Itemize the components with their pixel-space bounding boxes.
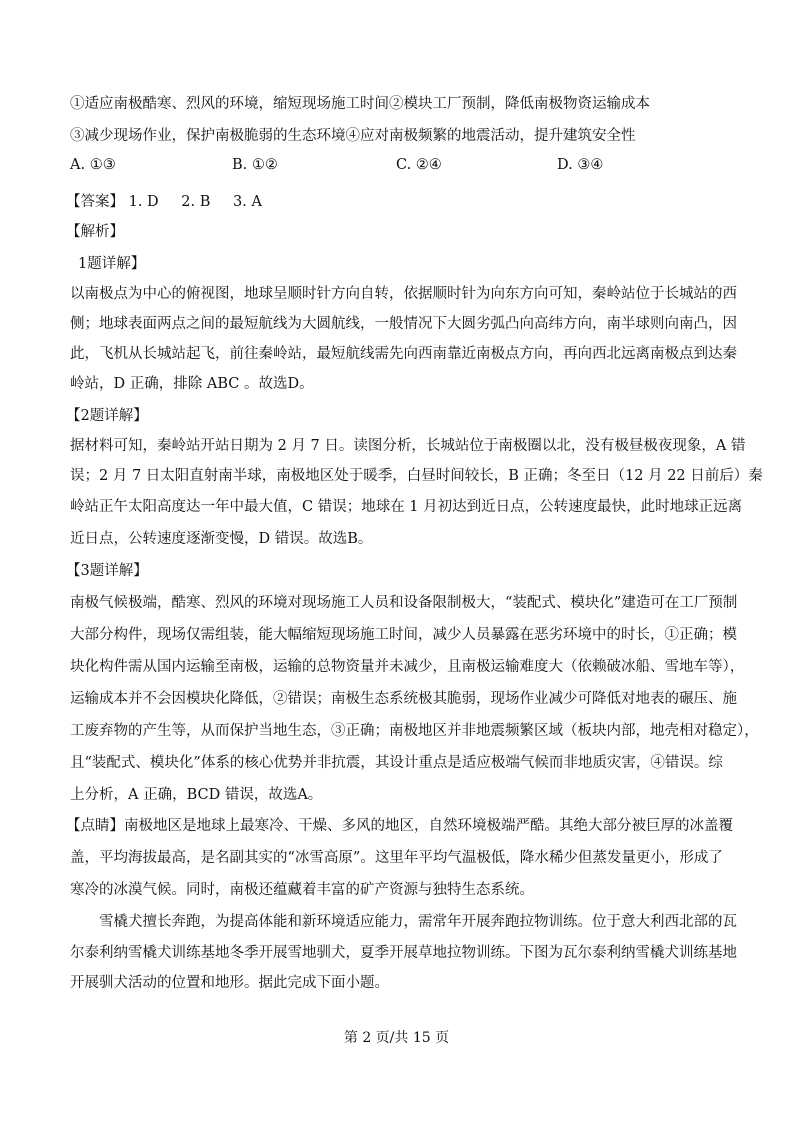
- q1-line-1: 以南极点为中心的俯视图，地球呈顺时针方向自转，依据顺时针为向东方向可知，秦岭站位于长城站的西: [70, 286, 737, 302]
- q2-line-3: 岭站正午太阳高度达一年中最大值，C 错误；地球在 1 月初达到近日点，公转速度最快，此时地球正远离: [70, 499, 743, 515]
- option-c: C. ②④: [396, 157, 442, 173]
- passage-line-2: 尔泰利纳雪橇犬训练基地冬季开展雪地驯犬，夏季开展草地拉物训练。下图为瓦尔泰利纳雪橇犬训练基地: [70, 945, 737, 961]
- q2-line-2: 误；2 月 7 日太阳直射南半球，南极地区处于暖季，白昼时间较长，B 正确；冬至日（12 月 22 日前后）秦: [70, 468, 763, 484]
- passage-line-3: 开展驯犬活动的位置和地形。据此完成下面小题。: [70, 975, 389, 991]
- q3-line-2: 大部分构件，现场仅需组装，能大幅缩短现场施工时间，减少人员暴露在恶劣环境中的时长，①正确；模: [70, 627, 737, 643]
- option-d: D. ③④: [557, 157, 604, 173]
- points-line-1: 【点睛】南极地区是地球上最寒冷、干燥、多风的地区，自然环境极端严酷。其绝大部分被巨厚的冰盖覆: [66, 818, 733, 834]
- q2-line-1: 据材料可知，秦岭站开站日期为 2 月 7 日。读图分析，长城站位于南极圈以北，没有极昼极夜现象，A 错: [70, 438, 746, 454]
- page-footer: 第 2 页/共 15 页: [343, 1030, 450, 1046]
- q3-line-4: 运输成本并不会因模块化降低，②错误；南极生态系统极其脆弱，现场作业减少可降低对地表的碾压、施: [70, 691, 737, 707]
- option-b: B. ①②: [232, 157, 278, 173]
- q3-line-7: 上分析，A 正确，BCD 错误，故选A。: [70, 787, 323, 803]
- q1-line-4: 岭站，D 正确，排除 ABC 。故选D。: [70, 376, 314, 392]
- q1-line-2: 侧；地球表面两点之间的最短航线为大圆航线，一般情况下大圆劣弧凸向高纬方向，南半球则向南凸，因: [70, 316, 737, 332]
- points-line-3: 寒冷的冰漠气候。同时，南极还蕴藏着丰富的矿产资源与独特生态系统。: [70, 882, 534, 898]
- q3-line-1: 南极气候极端，酷寒、烈风的环境对现场施工人员和设备限制极大，“装配式、模块化”建造可在工厂预制: [70, 595, 738, 611]
- question-statement-line-2: ③减少现场作业，保护南极脆弱的生态环境④应对南极频繁的地震活动，提升建筑安全性: [70, 128, 636, 144]
- analysis-label: 【解析】: [66, 224, 124, 240]
- answer-item-1: 1. D: [128, 194, 159, 210]
- q2-line-4: 近日点，公转速度逐渐变慢，D 错误。故选B。: [70, 531, 373, 547]
- answer-label: 【答案】: [66, 194, 124, 210]
- q1-heading: 1题详解】: [78, 256, 146, 272]
- option-a: A. ①③: [70, 157, 116, 173]
- q1-line-3: 此，飞机从长城站起飞，前往秦岭站，最短航线需先向西南靠近南极点方向，再向西北远离南极点到达秦: [70, 346, 737, 362]
- q2-heading: 【2题详解】: [66, 408, 148, 424]
- answer-item-2: 2. B: [181, 194, 211, 210]
- answer-item-3: 3. A: [233, 194, 262, 210]
- passage-line-1: 雪橇犬擅长奔跑，为提高体能和新环境适应能力，需常年开展奔跑拉物训练。位于意大利西北部的瓦: [99, 914, 737, 930]
- answer-options: [70, 157, 670, 177]
- question-statement-line-1: ①适应南极酷寒、烈风的环境，缩短现场施工时间②模块工厂预制，降低南极物资运输成本: [70, 96, 650, 112]
- points-line-2: 盖，平均海拔最高，是名副其实的“冰雪高原”。这里年平均气温极低，降水稀少但蒸发量更小，形成了: [70, 850, 723, 866]
- q3-line-3: 块化构件需从国内运输至南极，运输的总物资量并未减少，且南极运输难度大（依赖破冰船、雪地车等），: [70, 659, 745, 675]
- answer-line: [66, 190, 262, 211]
- q3-line-5: 工废弃物的产生等，从而保护当地生态，③正确；南极地区并非地震频繁区域（板块内部，地壳相对稳定），: [70, 723, 759, 739]
- q3-heading: 【3题详解】: [66, 563, 148, 579]
- q3-line-6: 且“装配式、模块化”体系的核心优势并非抗震，其设计重点是适应极端气候而非地质灾害，④错误。综: [70, 755, 723, 771]
